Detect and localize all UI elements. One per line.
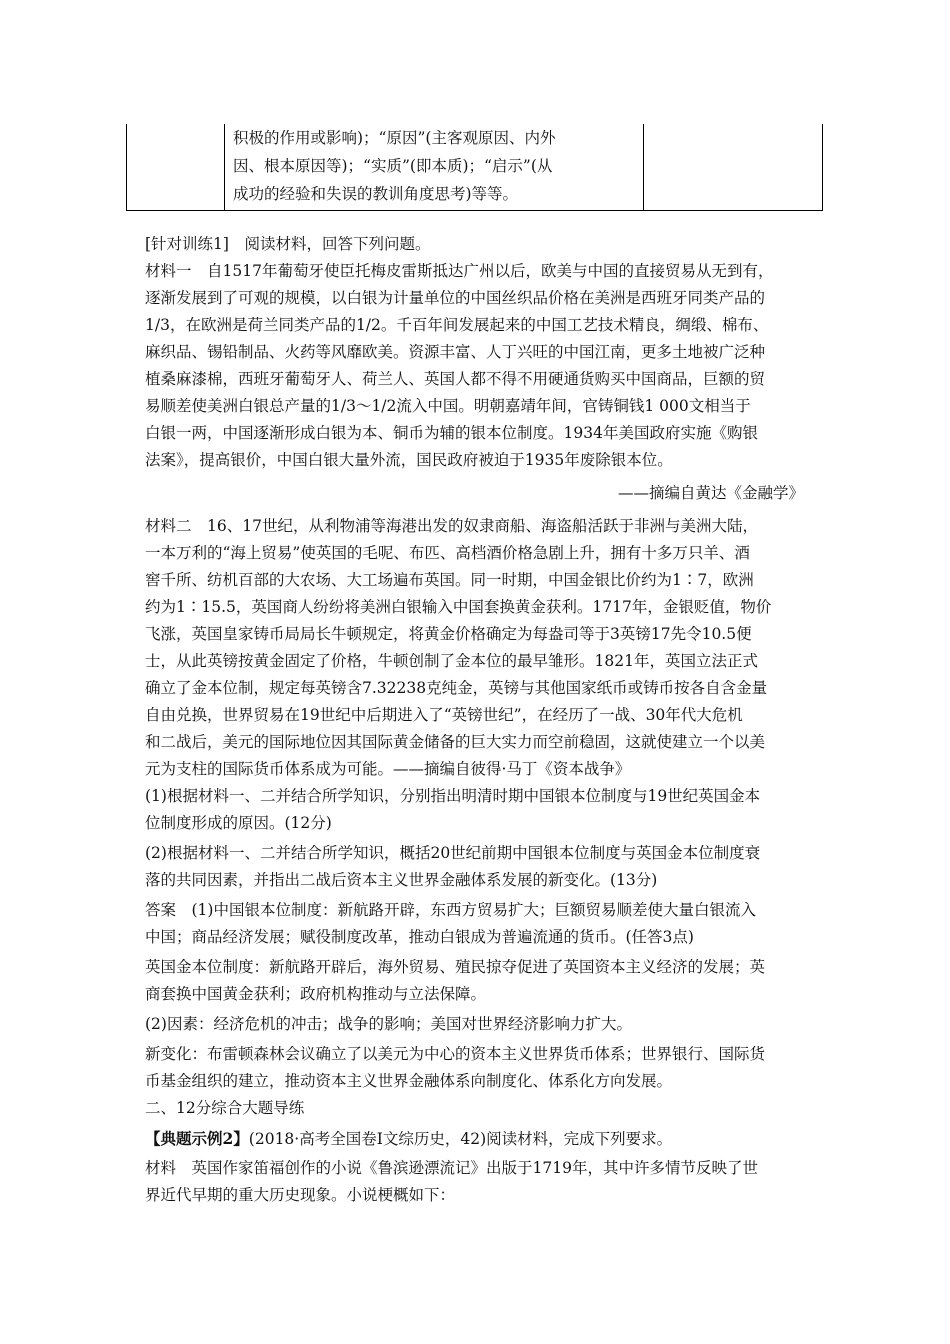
section-heading: 二、12分综合大题导练	[145, 1099, 305, 1117]
answer-line: 英国金本位制度：新航路开辟后，海外贸易、殖民掠夺促进了英国资本主义经济的发展；英	[145, 958, 766, 976]
text-line: 植桑麻漆棉，西班牙葡萄牙人、荷兰人、英国人都不得不用硬通货购买中国商品，巨额的贸	[145, 370, 766, 388]
source-citation: ——摘编自黄达《金融学》	[617, 484, 804, 502]
text-line: 麻织品、锡铅制品、火药等风靡欧美。资源丰富、人丁兴旺的中国江南，更多土地被广泛种	[145, 343, 766, 361]
question-line: (1)根据材料一、二并结合所学知识，分别指出明清时期中国银本位制度与19世纪英国金本	[145, 787, 761, 805]
table-cell-left	[127, 124, 225, 210]
example-text: (2018·高考全国卷Ⅰ文综历史，42)阅读材料，完成下列要求。	[248, 1130, 673, 1148]
text-line: 1/3，在欧洲是荷兰同类产品的1/2。千百年间发展起来的中国工艺技术精良，绸缎、棉布、	[145, 316, 769, 334]
text-line: 法案》，提高银价，中国白银大量外流，国民政府被迫于1935年废除银本位。	[145, 451, 673, 469]
text-line: 飞涨，英国皇家铸币局局长牛顿规定，将黄金价格确定为每盎司等于3英镑17先令10.5便	[145, 625, 752, 643]
table-cell-line: 积极的作用或影响)；“原因”(主客观原因、内外	[233, 129, 556, 147]
text-line: 材料一 自1517年葡萄牙使臣托梅皮雷斯抵达广州以后，欧美与中国的直接贸易从无到有，	[145, 262, 774, 280]
text-line: 一本万利的“海上贸易”使英国的毛呢、布匹、高档酒价格急剧上升，拥有十多万只羊、酒	[145, 544, 750, 562]
text-line: 易顺差使美洲白银总产量的1/3～1/2流入中国。明朝嘉靖年间，官铸铜钱1 000文相当于	[145, 397, 751, 415]
text-line: 和二战后，美元的国际地位因其国际黄金储备的巨大实力而空前稳固，这就使建立一个以美	[145, 733, 766, 751]
exercise-heading: [针对训练1] 阅读材料，回答下列问题。	[145, 235, 431, 253]
example-line	[145, 1125, 672, 1152]
table-cell-line: 因、根本原因等)；“实质”(即本质)；“启示”(从	[233, 157, 553, 175]
answer-line: 币基金组织的建立，推动资本主义世界金融体系向制度化、体系化方向发展。	[145, 1072, 673, 1090]
text-line: 元为支柱的国际货币体系成为可能。——摘编自彼得·马丁《资本战争》	[145, 760, 631, 778]
answer-line: 商套换中国黄金获利；政府机构推动与立法保障。	[145, 985, 487, 1003]
text-line: 约为1∶15.5，英国商人纷纷将美洲白银输入中国套换黄金获利。1717年，金银贬值，物价	[145, 598, 772, 616]
answer-line: 答案 (1)中国银本位制度：新航路开辟，东西方贸易扩大；巨额贸易顺差使大量白银流入	[145, 901, 756, 919]
table-cell-middle	[233, 124, 637, 208]
answer-line: (2)因素：经济危机的冲击；战争的影响；美国对世界经济影响力扩大。	[145, 1015, 632, 1033]
text-line: 白银一两，中国逐渐形成白银为本、铜币为辅的银本位制度。1934年美国政府实施《购银	[145, 424, 758, 442]
question-line: 落的共同因素，并指出二战后资本主义世界金融体系发展的新变化。(13分)	[145, 871, 658, 889]
text-line: 确立了金本位制，规定每英镑含7.32238克纯金，英镑与其他国家纸币或铸币按各自含金量	[145, 679, 768, 697]
text-line: 材料二 16、17世纪，从利物浦等海港出发的奴隶商船、海盗船活跃于非洲与美洲大陆，	[145, 517, 758, 535]
text-line: 逐渐发展到了可观的规模，以白银为计量单位的中国丝织品价格在美洲是西班牙同类产品的	[145, 289, 766, 307]
text-line: 窖千所、纺机百部的大农场、大工场遍布英国。同一时期，中国金银比价约为1∶7，欧洲	[145, 571, 754, 589]
table-cell-right	[643, 124, 822, 210]
text-line: 士，从此英镑按黄金固定了价格，牛顿创制了金本位的最早雏形。1821年，英国立法正式	[145, 652, 758, 670]
table-fragment	[126, 124, 823, 211]
question-line: (2)根据材料一、二并结合所学知识，概括20世纪前期中国银本位制度与英国金本位制度衰	[145, 844, 761, 862]
answer-line: 中国；商品经济发展；赋役制度改革，推动白银成为普遍流通的货币。(任答3点)	[145, 928, 694, 946]
answer-line: 新变化：布雷顿森林会议确立了以美元为中心的资本主义世界货币体系；世界银行、国际货	[145, 1045, 766, 1063]
table-cell-line: 成功的经验和失误的教训角度思考)等等。	[233, 185, 519, 203]
text-line: 界近代早期的重大历史现象。小说梗概如下：	[145, 1186, 456, 1204]
text-line: 材料 英国作家笛福创作的小说《鲁滨逊漂流记》出版于1719年，其中许多情节反映了世	[145, 1159, 758, 1177]
question-line: 位制度形成的原因。(12分)	[145, 814, 332, 832]
text-line: 自由兑换，世界贸易在19世纪中后期进入了“英镑世纪”，在经历了一战、30年代大危机	[145, 706, 743, 724]
example-label: 【典题示例2】	[145, 1129, 249, 1148]
